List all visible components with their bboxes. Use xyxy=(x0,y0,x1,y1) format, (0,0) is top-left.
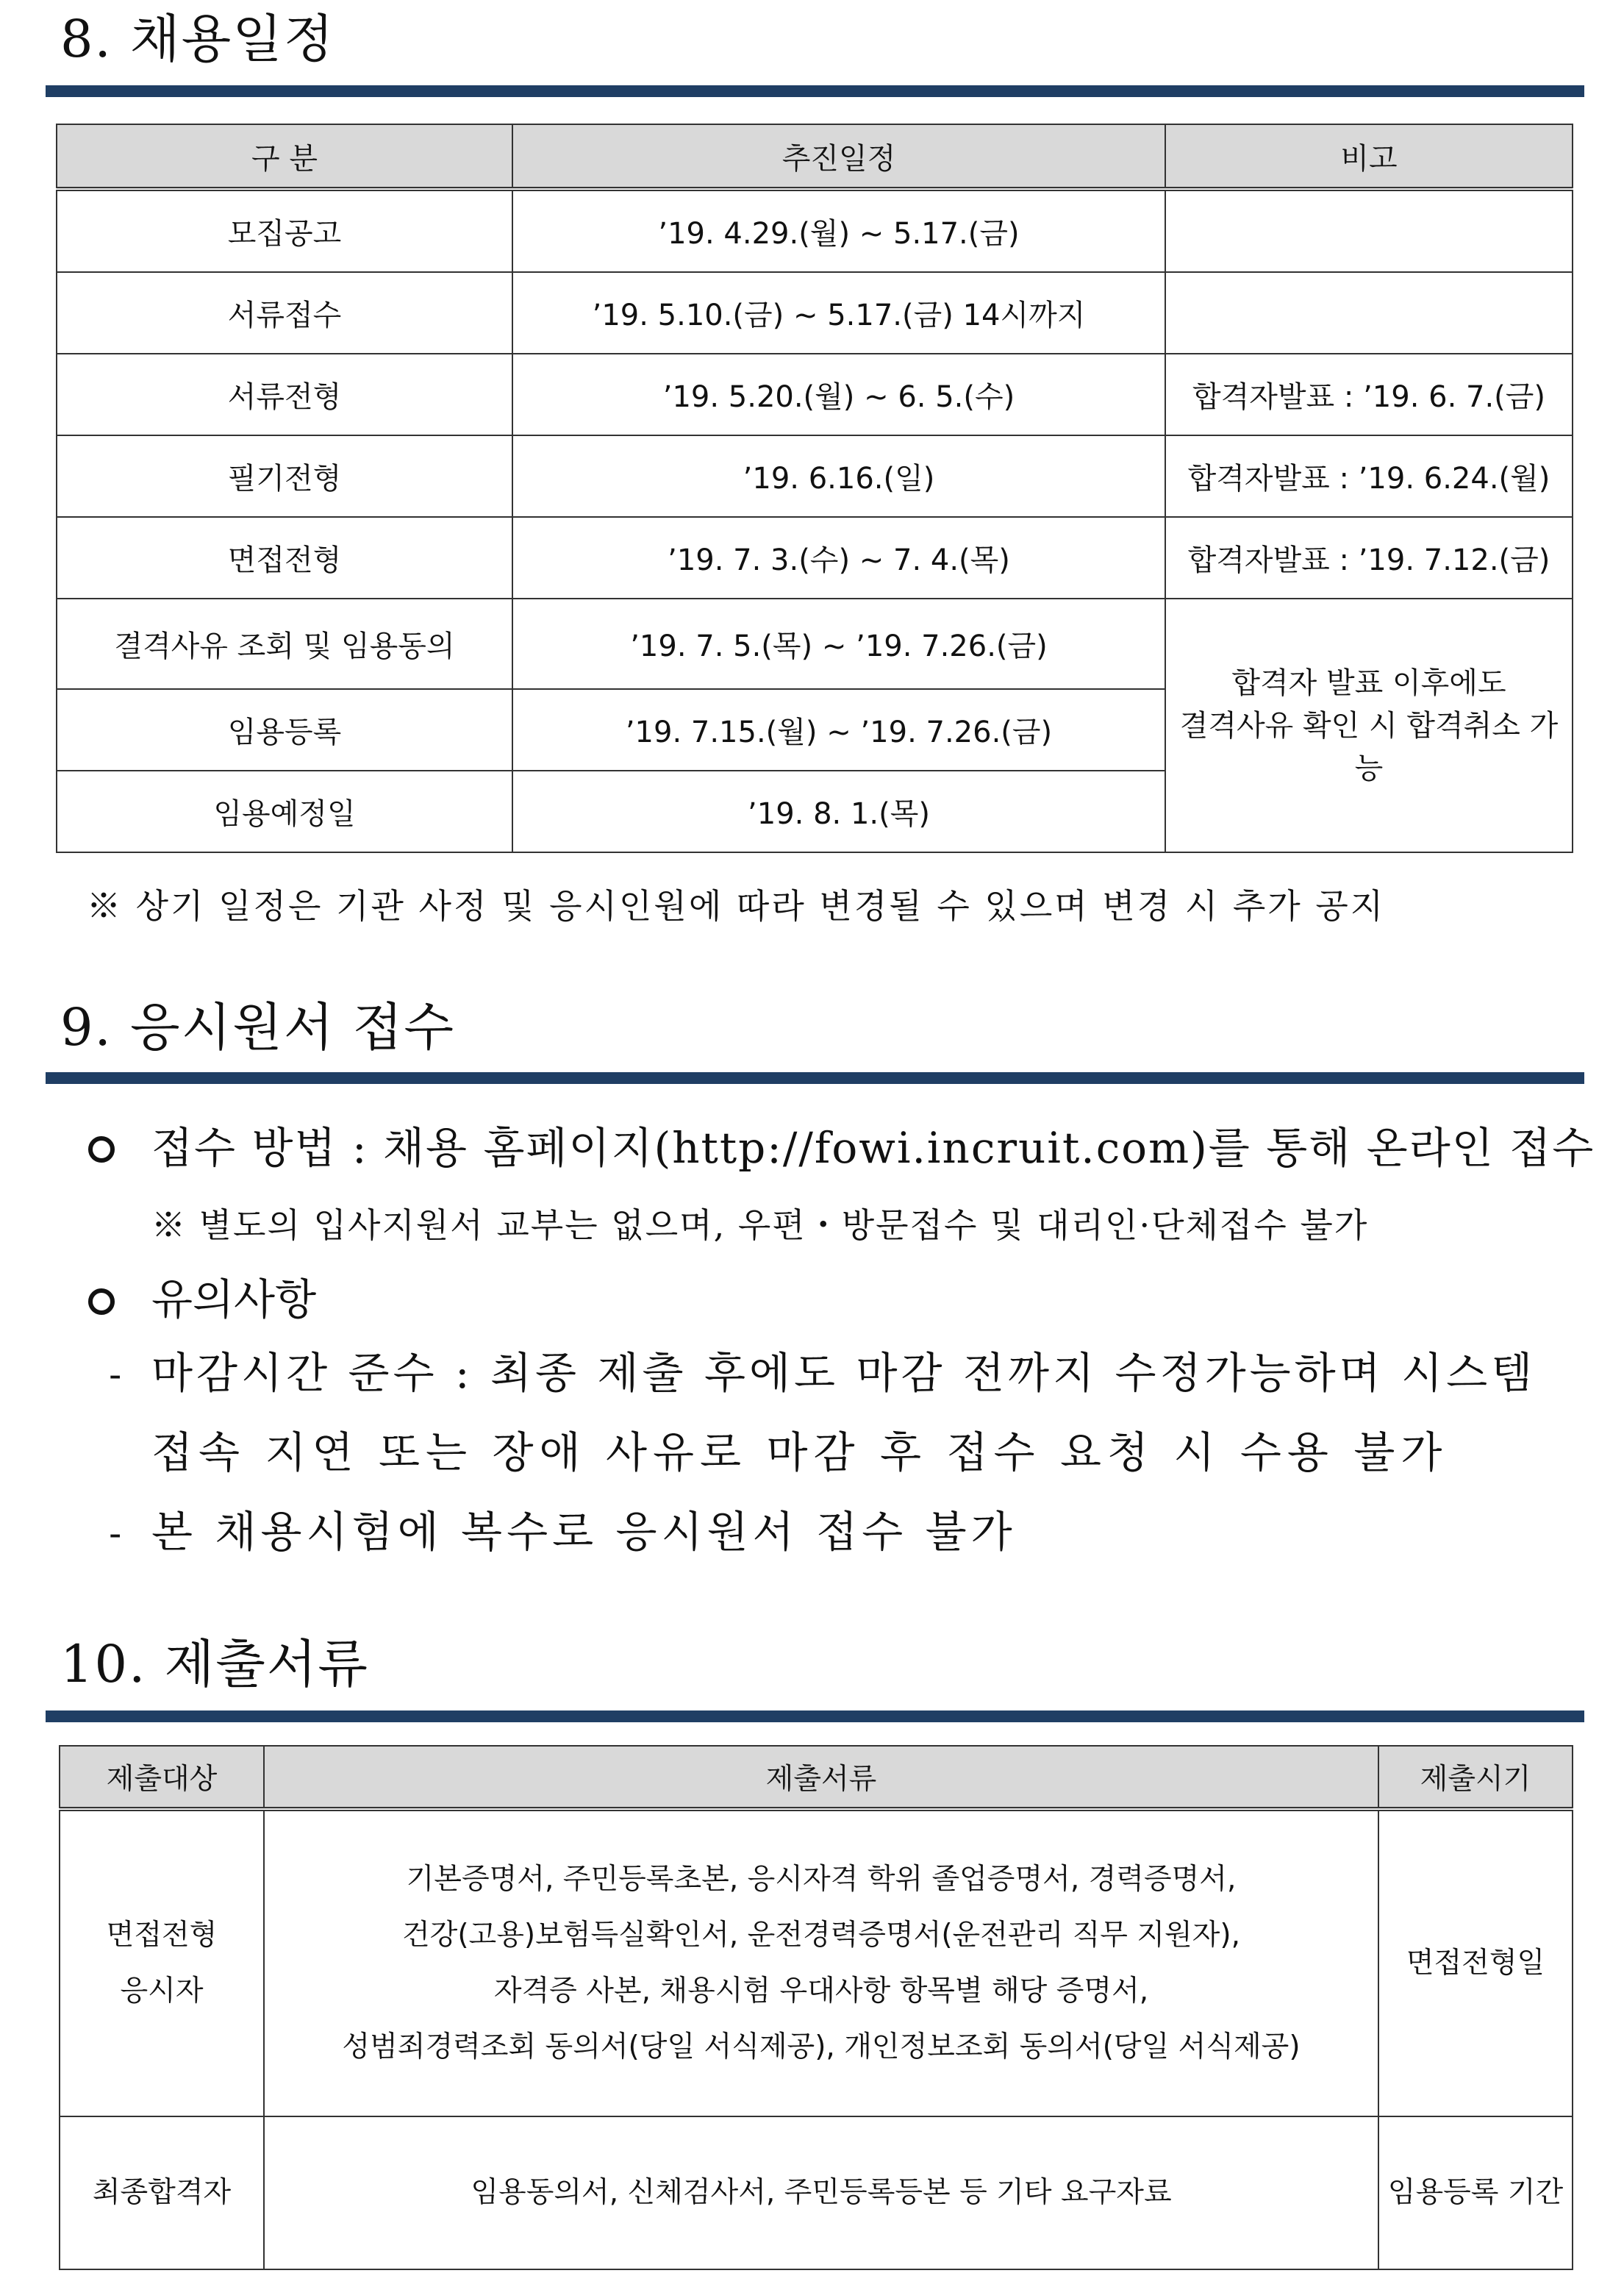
row-target: 최종합격자 xyxy=(60,2116,264,2269)
dash-marker: - xyxy=(109,1355,122,1396)
row-category: 임용예정일 xyxy=(57,771,512,852)
header-category: 구 분 xyxy=(57,124,512,189)
target-line1: 면접전형 xyxy=(106,1918,218,1952)
header-target: 제출대상 xyxy=(60,1746,264,1809)
section-10-rule xyxy=(46,1710,1584,1722)
header-schedule: 추진일정 xyxy=(512,124,1165,189)
table-row xyxy=(60,1809,1573,2116)
document-line: 기본증명서, 주민등록초본, 응시자격 학위 졸업증명서, 경력증명서, xyxy=(406,1862,1237,1896)
row-timing: 면접전형일 xyxy=(1378,1809,1573,2116)
row-schedule: ’19. 6.16.(일) xyxy=(512,435,1165,517)
table-row xyxy=(60,2116,1573,2269)
document-line: 자격증 사본, 채용시험 우대사항 항목별 해당 증명서, xyxy=(493,1974,1149,2008)
row-schedule: ’19. 4.29.(월) ~ 5.17.(금) xyxy=(512,189,1165,272)
row-schedule: ’19. 8. 1.(목) xyxy=(512,771,1165,852)
row-schedule: ’19. 5.10.(금) ~ 5.17.(금) 14시까지 xyxy=(512,272,1165,354)
row-note: 합격자발표 : ’19. 6. 7.(금) xyxy=(1165,354,1573,435)
section-9-title: 9. 응시원서 접수 xyxy=(60,997,456,1057)
row-documents: 임용동의서, 신체검사서, 주민등록등본 등 기타 요구자료 xyxy=(264,2116,1378,2269)
header-note: 비고 xyxy=(1165,124,1573,189)
row-category: 필기전형 xyxy=(57,435,512,517)
section-8-rule xyxy=(46,85,1584,97)
circle-bullet-icon xyxy=(88,1136,115,1163)
row-documents xyxy=(264,1809,1378,2116)
row-category: 서류접수 xyxy=(57,272,512,354)
documents-table xyxy=(59,1745,1573,2270)
table-header-row xyxy=(60,1746,1573,1809)
table-row xyxy=(57,435,1573,517)
schedule-notice: ※ 상기 일정은 기관 사정 및 응시인원에 따라 변경될 수 있으며 변경 시 추가 공지 xyxy=(87,886,1386,926)
target-line2: 응시자 xyxy=(120,1974,204,2008)
row-category: 면접전형 xyxy=(57,517,512,599)
row-note xyxy=(1165,272,1573,354)
table-row xyxy=(57,189,1573,272)
row-category: 서류전형 xyxy=(57,354,512,435)
row-category: 결격사유 조회 및 임용동의 xyxy=(57,599,512,689)
merged-note-line2: 결격사유 확인 시 합격취소 가능 xyxy=(1179,708,1559,785)
schedule-table xyxy=(56,124,1573,853)
caution-2: 본 채용시험에 복수로 응시원서 접수 불가 xyxy=(151,1507,1017,1557)
caution-title: 유의사항 xyxy=(151,1274,317,1324)
table-row xyxy=(57,517,1573,599)
document-line: 성범죄경력조회 동의서(당일 서식제공), 개인정보조회 동의서(당일 서식제공) xyxy=(342,2030,1301,2064)
row-note: 합격자발표 : ’19. 6.24.(월) xyxy=(1165,435,1573,517)
row-schedule: ’19. 7.15.(월) ~ ’19. 7.26.(금) xyxy=(512,689,1165,771)
row-schedule: ’19. 5.20.(월) ~ 6. 5.(수) xyxy=(512,354,1165,435)
header-documents: 제출서류 xyxy=(264,1746,1378,1809)
application-method-note: ※ 별도의 입사지원서 교부는 없으며, 우편・방문접수 및 대리인·단체접수 불가 xyxy=(151,1205,1369,1245)
caution-1-line1: 마감시간 준수 : 최종 제출 후에도 마감 전까지 수정가능하며 시스템 xyxy=(151,1348,1537,1398)
dash-marker: - xyxy=(109,1513,122,1555)
merged-note-line1: 합격자 발표 이후에도 xyxy=(1231,666,1506,700)
row-note xyxy=(1165,189,1573,272)
table-row xyxy=(57,272,1573,354)
circle-bullet-icon xyxy=(88,1288,115,1315)
application-method: 접수 방법 : 채용 홈페이지(http://fowi.incruit.com)를 통해 온라인 접수 xyxy=(151,1123,1595,1173)
table-row xyxy=(57,599,1573,689)
section-9-rule xyxy=(46,1072,1584,1084)
header-timing: 제출시기 xyxy=(1378,1746,1573,1809)
table-header-row xyxy=(57,124,1573,189)
merged-note-cell xyxy=(1165,599,1573,852)
row-target xyxy=(60,1809,264,2116)
row-schedule: ’19. 7. 5.(목) ~ ’19. 7.26.(금) xyxy=(512,599,1165,689)
row-category: 임용등록 xyxy=(57,689,512,771)
section-10-title: 10. 제출서류 xyxy=(60,1634,370,1694)
table-row xyxy=(57,354,1573,435)
row-timing: 임용등록 기간 xyxy=(1378,2116,1573,2269)
caution-1-line2: 접속 지연 또는 장애 사유로 마감 후 접수 요청 시 수용 불가 xyxy=(151,1427,1448,1477)
row-schedule: ’19. 7. 3.(수) ~ 7. 4.(목) xyxy=(512,517,1165,599)
document-line: 건강(고용)보험득실확인서, 운전경력증명서(운전관리 직무 지원자), xyxy=(401,1918,1241,1952)
section-8-title: 8. 채용일정 xyxy=(60,9,335,69)
row-category: 모집공고 xyxy=(57,189,512,272)
row-note: 합격자발표 : ’19. 7.12.(금) xyxy=(1165,517,1573,599)
